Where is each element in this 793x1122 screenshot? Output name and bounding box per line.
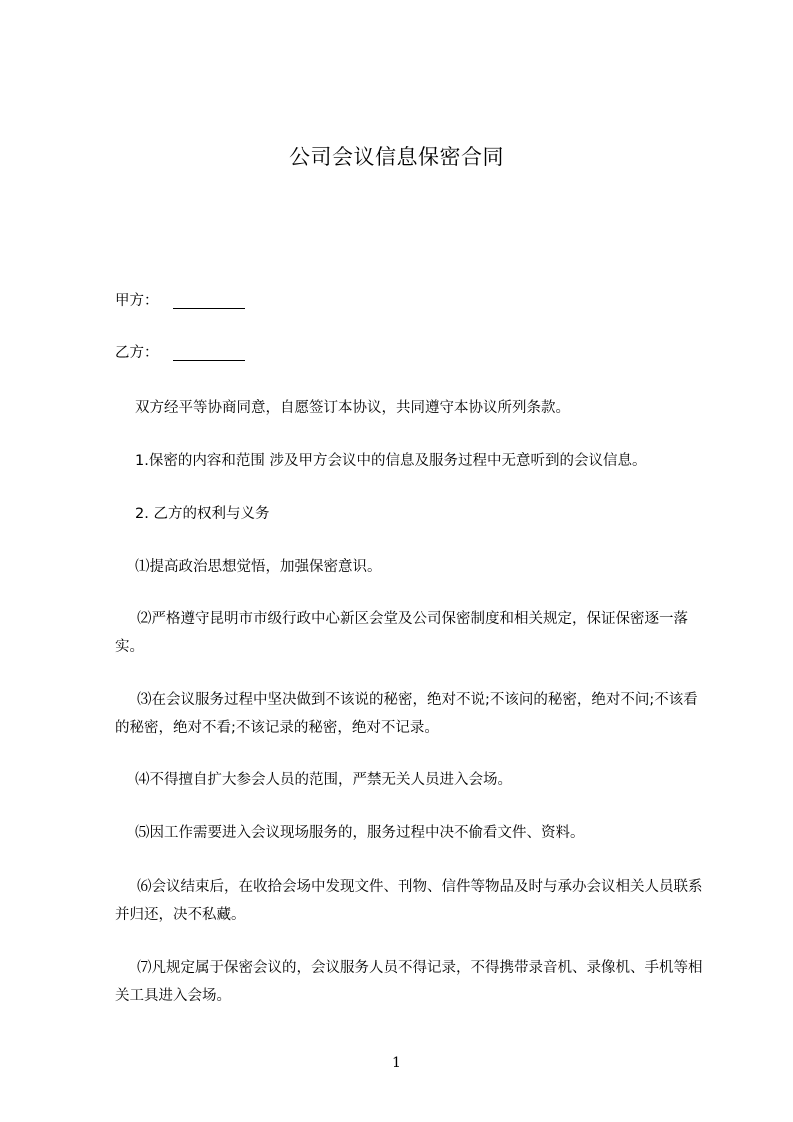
- paragraph-agreement: 双方经平等协商同意，自愿签订本协议，共同遵守本协议所列条款。: [135, 400, 570, 416]
- paragraph-clause-1: 1.保密的内容和范围 涉及甲方会议中的信息及服务过程中无意听到的会议信息。: [135, 453, 647, 469]
- party-a-line: [115, 287, 711, 315]
- paragraph-item-1: ⑴提高政治思想觉悟，加强保密意识。: [135, 559, 382, 575]
- paragraph-item-7: ⑺凡规定属于保密会议的，会议服务人员不得记录，不得携带录音机、录像机、手机等相关工具进入会场。: [115, 960, 703, 1004]
- party-a-blank: [173, 294, 245, 309]
- paragraph-item-2: ⑵严格遵守昆明市市级行政中心新区会堂及公司保密制度和相关规定，保证保密逐一落实。: [115, 611, 688, 655]
- document-title: 公司会议信息保密合同: [289, 145, 504, 169]
- party-b-blank: [173, 346, 245, 361]
- paragraph-clause-2: 2. 乙方的权利与义务: [135, 506, 270, 522]
- paragraph-item-5: ⑸因工作需要进入会议现场服务的，服务过程中决不偷看文件、资料。: [135, 825, 585, 841]
- party-a-label: 甲方：: [115, 293, 159, 309]
- page-number: 1: [392, 1055, 401, 1071]
- party-b-label: 乙方：: [115, 345, 159, 361]
- party-b-line: [115, 339, 711, 367]
- paragraph-item-3: ⑶在会议服务过程中坚决做到不该说的秘密，绝对不说;不该问的秘密，绝对不问;不该看的秘密，绝对不看;不该记录的秘密，绝对不记录。: [115, 692, 698, 736]
- paragraph-item-4: ⑷不得擅自扩大参会人员的范围，严禁无关人员进入会场。: [135, 772, 512, 788]
- paragraph-item-6: ⑹会议结束后，在收拾会场中发现文件、刊物、信件等物品及时与承办会议相关人员联系并归还，决不私藏。: [115, 879, 703, 923]
